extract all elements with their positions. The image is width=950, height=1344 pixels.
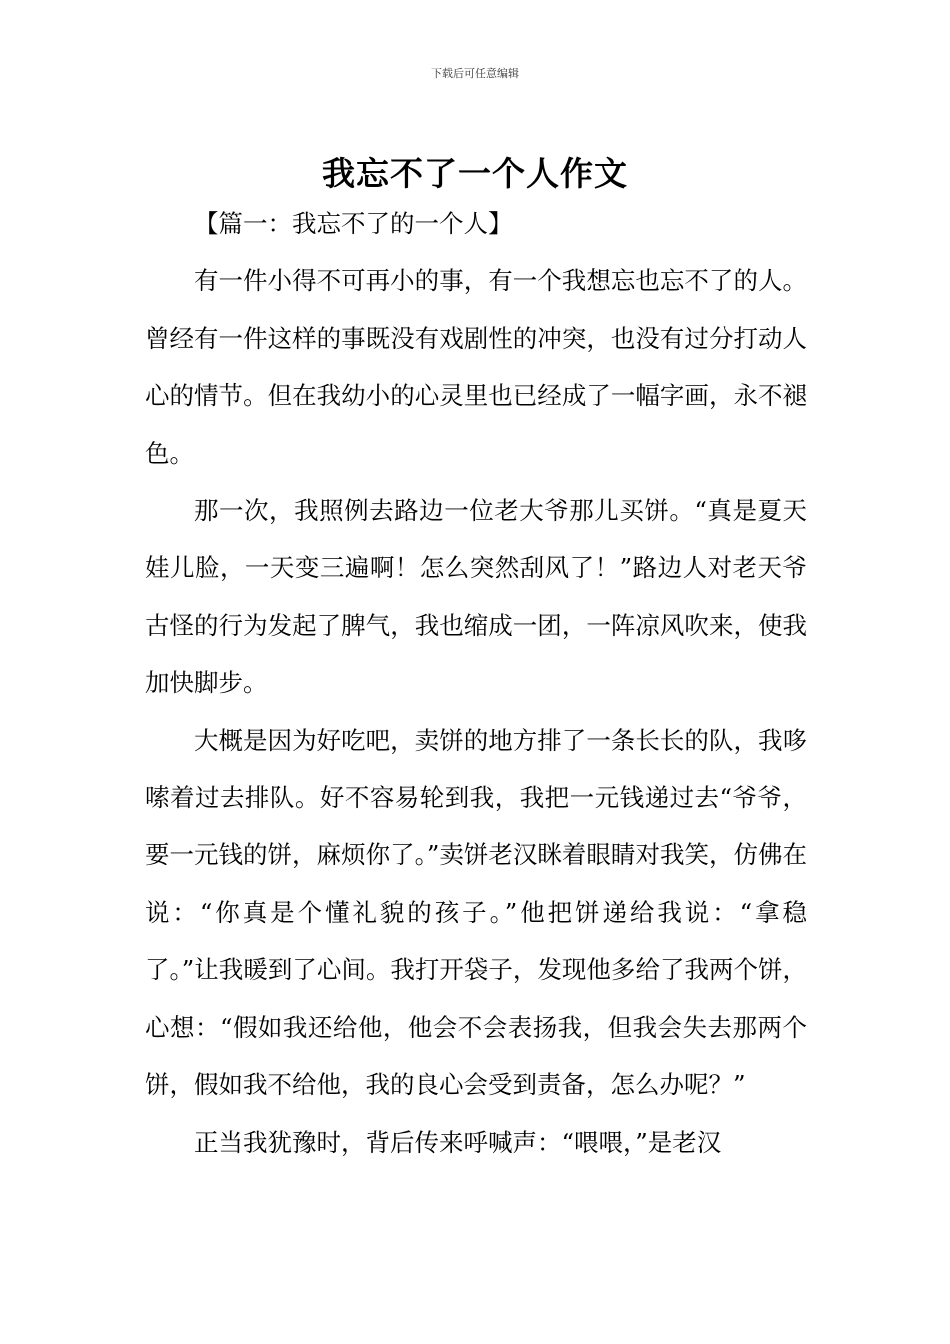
document-body [145,195,807,1171]
section-heading: 【篇一：我忘不了的一个人】 [194,209,513,238]
paragraph: 大概是因为好吃吧，卖饼的地方排了一条长长的队，我哆嗦着过去排队。好不容易轮到我，我把一元钱递过去“爷爷，要一元钱的饼，麻烦你了。”卖饼老汉眯着眼睛对我笑，仿佛在说：“你真是个懂礼貌的孩子。”他把饼递给我说：“拿稳了。”让我暖到了心间。我打开袋子，发现他多给了我两个饼，心想：“假如我还给他，他会不会表扬我，但我会失去那两个饼，假如我不给他，我的良心会受到责备，怎么办呢？” [145,725,807,1100]
paragraph: 有一件小得不可再小的事，有一个我想忘也忘不了的人。曾经有一件这样的事既没有戏剧性的冲突，也没有过分打动人心的情节。但在我幼小的心灵里也已经成了一幅字画，永不褪色。 [145,266,807,468]
paragraph: 正当我犹豫时，背后传来呼喊声：“喂喂，”是老汉 [194,1127,722,1157]
paragraph: 那一次，我照例去路边一位老大爷那儿买饼。“真是夏天娃儿脸，一天变三遍啊！怎么突然刮风了！”路边人对老天爷古怪的行为发起了脾气，我也缩成一团，一阵凉风吹来，使我加快脚步。 [145,496,807,698]
header-note: 下载后可任意编辑 [431,67,519,80]
document-title: 我忘不了一个人作文 [322,154,628,194]
